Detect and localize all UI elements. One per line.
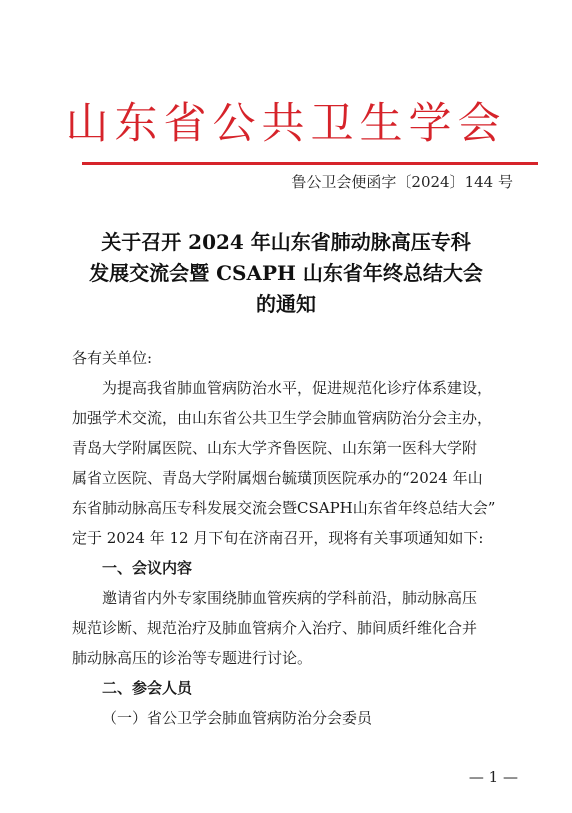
paragraph-line: 加强学术交流，由山东省公共卫生学会肺血管病防治分会主办， (72, 409, 493, 427)
document-number: 鲁公卫会便函字〔2024〕144 号 (291, 173, 513, 191)
paragraph-line: 属省立医院、青岛大学附属烟台毓璜顶医院承办的“2024 年山 (72, 469, 483, 487)
letterhead-divider (82, 162, 538, 165)
page-number: — 1 — (468, 768, 518, 786)
paragraph-line: 邀请省内外专家围绕肺血管疾病的学科前沿，肺动脉高压 (102, 589, 478, 607)
document-title-line: 发展交流会暨 CSAPH 山东省年终总结大会 (89, 261, 483, 285)
salutation: 各有关单位: (72, 349, 153, 367)
paragraph-line: 东省肺动脉高压专科发展交流会暨CSAPH山东省年终总结大会” (72, 499, 496, 517)
document-title-line: 关于召开 2024 年山东省肺动脉高压专科 (101, 230, 471, 254)
document-body (72, 343, 512, 733)
paragraph-line: 为提高我省肺血管病防治水平，促进规范化诊疗体系建设， (102, 379, 493, 397)
document-title (60, 227, 512, 320)
section-heading-attendees: 二、参会人员 (102, 679, 193, 697)
paragraph-line: 肺动脉高压的诊治等专题进行讨论。 (72, 649, 313, 667)
document-title-line: 的通知 (256, 292, 316, 316)
section-heading-meeting-content: 一、会议内容 (102, 559, 193, 577)
paragraph-line: 规范诊断、规范治疗及肺血管病介入治疗、肺间质纤维化合并 (72, 619, 478, 637)
paragraph-line: 青岛大学附属医院、山东大学齐鲁医院、山东第一医科大学附 (72, 439, 478, 457)
subsection-item: （一）省公卫学会肺血管病防治分会委员 (102, 709, 373, 727)
org-letterhead-title: 山东省公共卫生学会 (65, 99, 507, 149)
paragraph-line: 定于 2024 年 12 月下旬在济南召开，现将有关事项通知如下: (72, 529, 484, 547)
